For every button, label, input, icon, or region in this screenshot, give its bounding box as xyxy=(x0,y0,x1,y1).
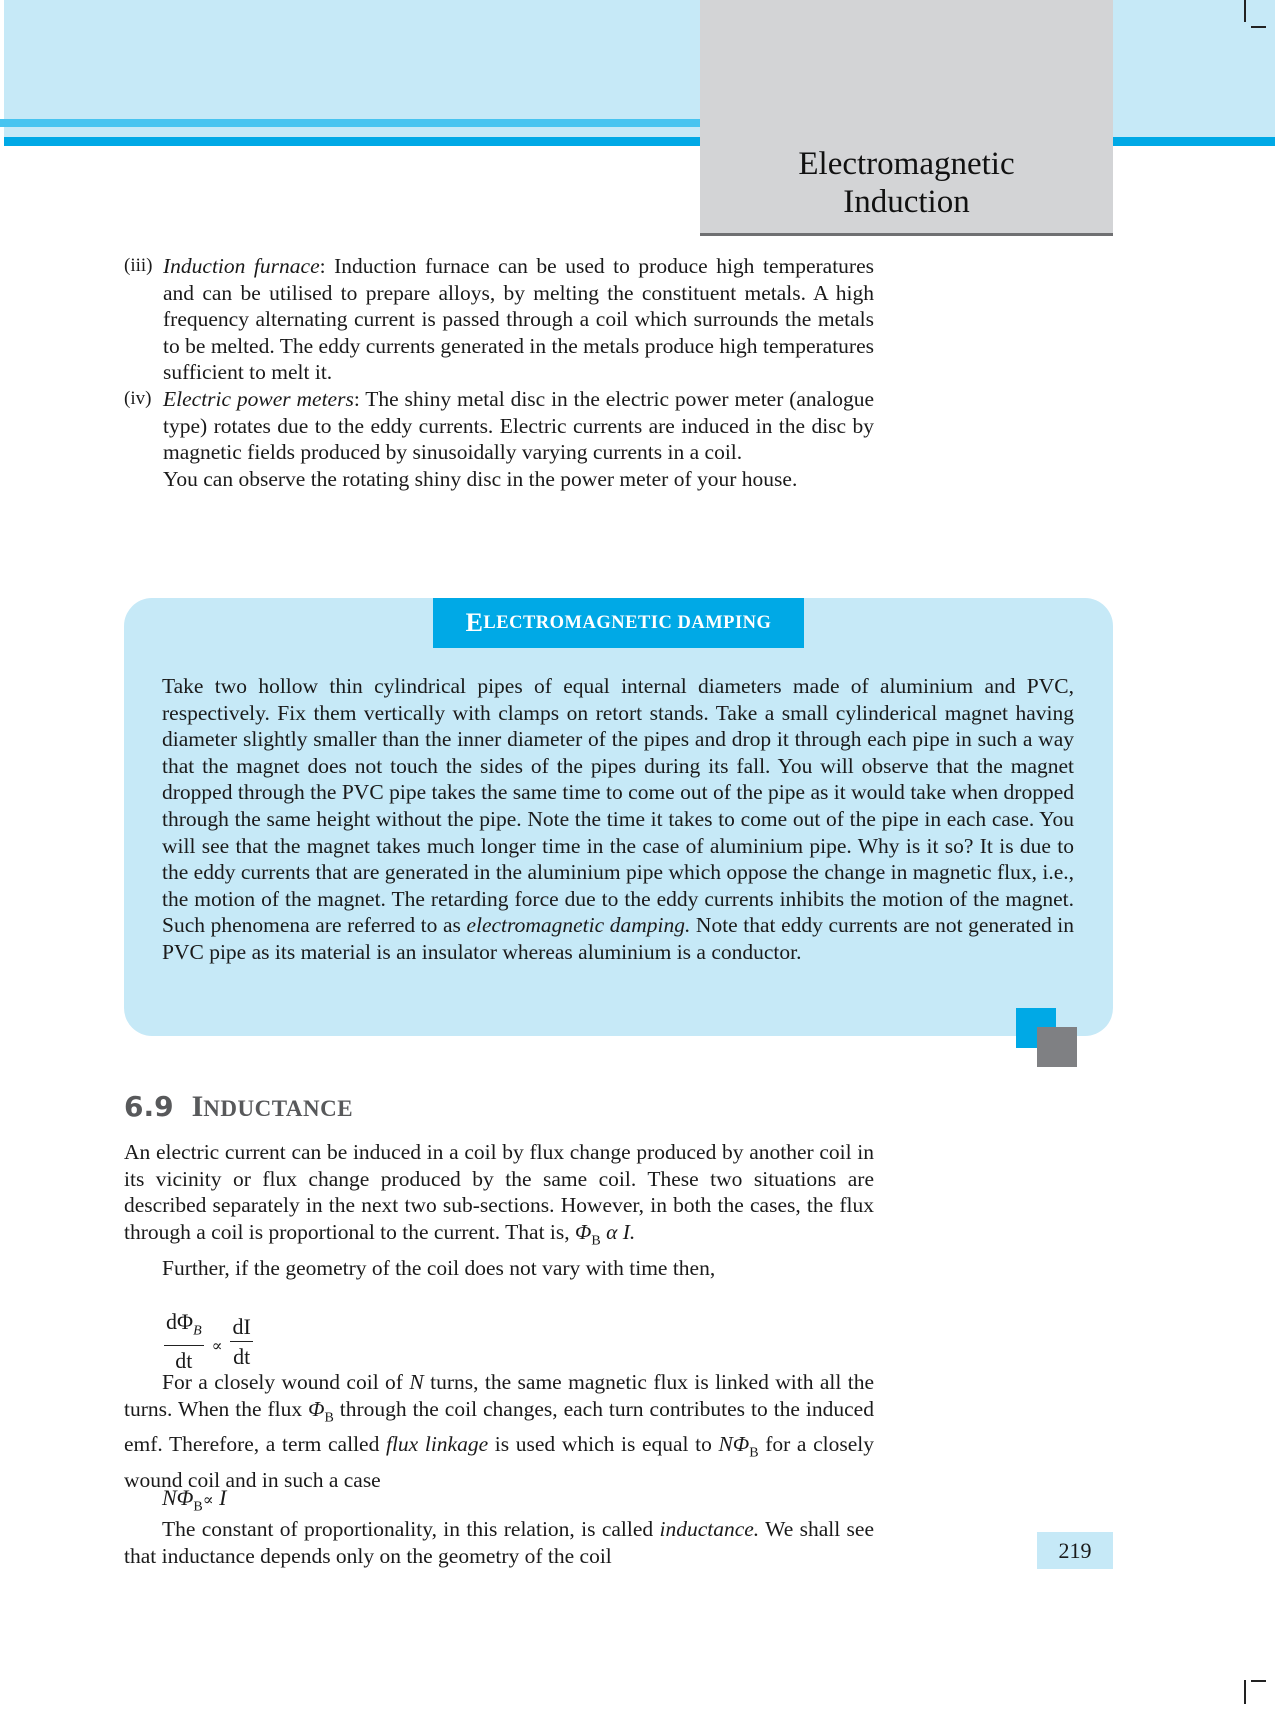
paragraph-text: An electric current can be induced in a coil by flux change produced by another coil in its vicinity or flux change produced by the same coil. These two situations are described separately in the next two sub-sections. However, in both the cases, the flux through a coil is proportional to the current. That is, xyxy=(124,1140,874,1244)
paragraph-3 xyxy=(124,1369,874,1494)
proportional-symbol: ∝ xyxy=(211,1338,223,1356)
section-heading xyxy=(124,1090,353,1124)
equation-proportionality xyxy=(164,1308,253,1376)
subscript: B xyxy=(324,1409,334,1425)
text: for a closely wound coil and in such a case xyxy=(124,1432,875,1493)
equation-flux-linkage xyxy=(162,1485,226,1515)
fraction-right xyxy=(230,1313,252,1372)
list-item-term: Electric power meters xyxy=(163,386,354,411)
text: through the coil changes, each turn contributes to the induced emf. Therefore, a term called xyxy=(124,1396,874,1457)
rhs: I xyxy=(219,1485,227,1510)
symbol: NΦ xyxy=(718,1432,750,1457)
activity-text xyxy=(162,673,1074,966)
phi-symbol: Φ xyxy=(308,1396,325,1421)
text: is used which is equal to xyxy=(488,1432,719,1457)
phi-symbol: Φ xyxy=(575,1219,592,1244)
list-item-body xyxy=(163,386,874,466)
list-item-text: : Induction furnace can be used to produce high temperatures and can be utilised to prepare alloys, by melting the constituent metals. A high frequency alternating current is passed through a coil which surrounds the metals to be melted. The eddy currents generated in the metals produce high temperatures sufficient to melt it. xyxy=(163,254,874,385)
activity-text-main: Take two hollow thin cylindrical pipes of equal internal diameters made of aluminium and PVC, respectively. Fix them vertically with clamps on retort stands. Take a small cylinderical magnet having diameter slightly smaller than the inner diameter of the pipes and drop it through each pipe in such a way that the magnet does not touch the sides of the pipes during its fall. You will observe that the magnet dropped through the PVC pipe takes the same time to come out of the pipe as it would take when dropped through the same height without the pipe. Note the time it takes to come out of the pipe in each case. You will see that the magnet takes much longer time in the case of aluminium pipe. Why is it so? It is due to the eddy currents that are generated in the aluminium pipe which oppose the change in magnetic flux, i.e., the motion of the magnet. The retarding force due to the eddy currents inhibits the motion of the magnet. Such phenomena are referred to as xyxy=(162,674,1074,938)
subscript: B xyxy=(193,1499,203,1515)
denominator: dt xyxy=(233,1343,251,1369)
numerator: dI xyxy=(230,1313,252,1342)
chapter-title-line1: Electromagnetic xyxy=(798,146,1015,182)
text: turns, the same magnetic flux is linked with all the turns. When the flux xyxy=(124,1370,874,1421)
section-title-cap: I xyxy=(191,1090,204,1123)
activity-title-rest: LECTROMAGNETIC DAMPING xyxy=(483,612,772,633)
list-item-number: (iv) xyxy=(124,387,152,409)
header-stripe-light xyxy=(0,119,702,127)
activity-italic-term: electromagnetic damping. xyxy=(466,913,691,938)
list-item-number: (iii) xyxy=(124,255,153,276)
activity-text-end: Note that eddy currents are not generated in PVC pipe as its material is an insulator whereas aluminium is a conductor. xyxy=(162,913,1074,964)
section-number: 6.9 xyxy=(124,1090,174,1123)
subscript: B xyxy=(749,1445,759,1461)
subscript: B xyxy=(591,1233,601,1249)
paragraph-3-text xyxy=(124,1369,874,1494)
text: The constant of proportionality, in this relation, is called xyxy=(162,1517,660,1541)
decor-square-grey-icon xyxy=(1037,1027,1077,1067)
proportional-symbol: ∝ xyxy=(202,1492,214,1509)
activity-title xyxy=(433,598,804,648)
list-item xyxy=(124,253,874,386)
subscript: B xyxy=(193,1323,202,1339)
section-body xyxy=(124,1139,874,1281)
text: For a closely wound coil of xyxy=(162,1370,410,1394)
paragraph-4-text xyxy=(124,1516,874,1569)
list-item xyxy=(124,386,874,466)
chapter-title-line2: Induction xyxy=(843,184,970,220)
list-item-text: : The shiny metal disc in the electric power meter (analogue type) rotates due to the eddy currents. Electric currents are induced in the disc by magnetic fields produced by sinusoidally varying currents in a coil. xyxy=(163,386,874,465)
activity-title-cap: E xyxy=(465,608,484,637)
applications-list xyxy=(124,253,874,492)
paragraph-text: α I. xyxy=(600,1219,636,1244)
numerator-text: dΦ xyxy=(166,1309,194,1334)
lhs: NΦ xyxy=(162,1485,194,1510)
paragraph-2: Further, if the geometry of the coil does not vary with time then, xyxy=(162,1255,716,1280)
italic-term: inductance. xyxy=(659,1517,760,1541)
crop-mark-icon xyxy=(1251,26,1266,28)
fraction-left xyxy=(164,1308,204,1376)
symbol: N xyxy=(409,1370,424,1394)
numerator xyxy=(164,1308,204,1346)
crop-mark-icon xyxy=(1244,1680,1246,1704)
crop-mark-icon xyxy=(1244,0,1246,22)
paragraph-4 xyxy=(124,1516,874,1569)
denominator: dt xyxy=(175,1348,193,1374)
list-item-term: Induction furnace xyxy=(163,254,320,278)
chapter-title-box xyxy=(700,0,1113,236)
page-number: 219 xyxy=(1037,1532,1113,1569)
section-title-rest: NDUCTANCE xyxy=(203,1096,354,1121)
text: We shall see that inductance depends only on the geometry of the coil xyxy=(124,1517,874,1568)
paragraph-1 xyxy=(124,1139,874,1255)
list-item-body xyxy=(163,253,874,386)
list-item-continuation: You can observe the rotating shiny disc in the power meter of your house. xyxy=(163,466,798,491)
crop-mark-icon xyxy=(1251,1680,1266,1682)
italic-term: flux linkage xyxy=(385,1432,489,1457)
